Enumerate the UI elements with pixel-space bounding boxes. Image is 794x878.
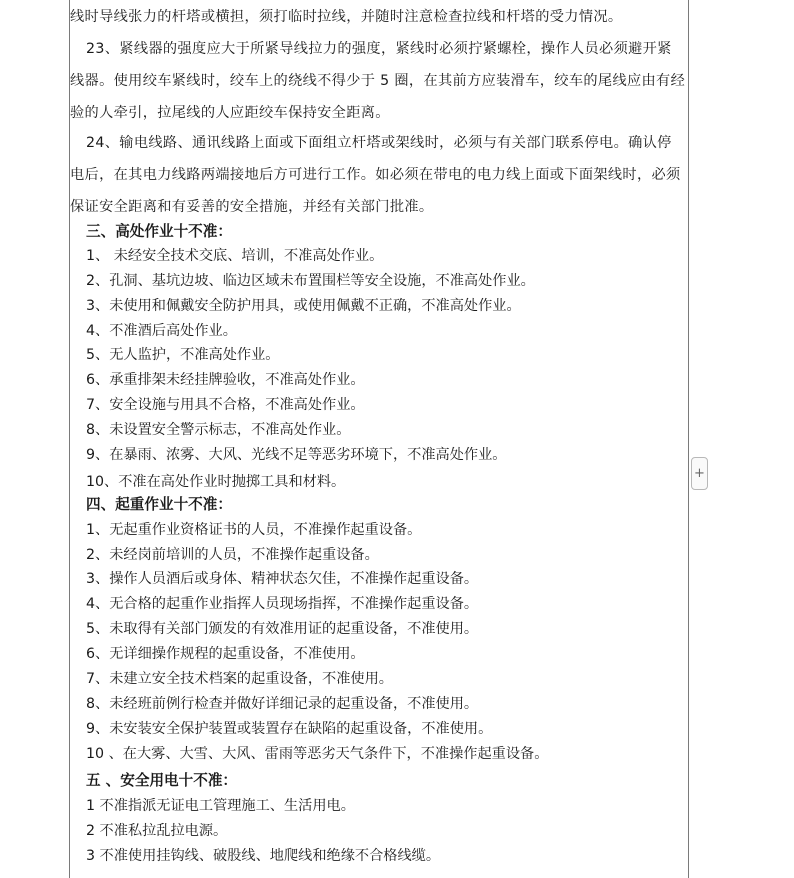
list-item: 10、不准在高处作业时抛掷工具和材料。	[86, 474, 346, 490]
list-item: 8、未经班前例行检查并做好详细记录的起重设备，不准使用。	[86, 696, 479, 712]
list-item: 9、未安装安全保护装置或装置存在缺陷的起重设备，不准使用。	[86, 721, 493, 737]
paragraph-continued: 线时导线张力的杆塔或横担，须打临时拉线，并随时注意检查拉线和杆塔的受力情况。	[70, 9, 623, 25]
list-item: 6、承重排架未经挂牌验收，不准高处作业。	[86, 372, 365, 388]
plus-icon: +	[694, 466, 705, 481]
add-row-button[interactable]	[691, 457, 708, 490]
list-item: 6、无详细操作规程的起重设备，不准使用。	[86, 646, 365, 662]
document-page	[69, 0, 689, 878]
list-item: 2、未经岗前培训的人员，不准操作起重设备。	[86, 547, 379, 563]
list-item: 5、未取得有关部门颁发的有效准用证的起重设备，不准使用。	[86, 621, 479, 637]
list-item: 4、不准酒后高处作业。	[86, 323, 237, 339]
section-heading-high-altitude: 三、高处作业十不准：	[86, 223, 232, 240]
list-item: 5、无人监护，不准高处作业。	[86, 347, 280, 363]
list-item: 3 不准使用挂钩线、破股线、地爬线和绝缘不合格线缆。	[86, 848, 441, 864]
list-item: 10 、在大雾、大雪、大风、雷雨等恶劣天气条件下，不准操作起重设备。	[86, 746, 549, 762]
list-item: 7、安全设施与用具不合格，不准高处作业。	[86, 397, 365, 413]
list-item: 8、未设置安全警示标志，不准高处作业。	[86, 422, 351, 438]
list-item: 2 不准私拉乱拉电源。	[86, 823, 228, 839]
list-item: 9、在暴雨、浓雾、大风、光线不足等恶劣环境下，不准高处作业。	[86, 447, 507, 463]
paragraph-24: 24、输电线路、通讯线路上面或下面组立杆塔或架线时，必须与有关部门联系停电。确认停电后，在其电力线路两端接地后方可进行工作。如必须在带电的电力线上面或下面架线时，必须保证安全距离和有妥善的安全措施，并经有关部门批准。	[70, 135, 681, 215]
list-item: 1 不准指派无证电工管理施工、生活用电。	[86, 798, 355, 814]
list-item: 3、未使用和佩戴安全防护用具，或使用佩戴不正确，不准高处作业。	[86, 298, 521, 314]
list-item: 7、未建立安全技术档案的起重设备，不准使用。	[86, 671, 393, 687]
section-heading-electricity: 五 、安全用电十不准：	[86, 772, 238, 789]
list-item: 1、 未经安全技术交底、培训，不准高处作业。	[86, 248, 384, 264]
paragraph-23: 23、紧线器的强度应大于所紧导线拉力的强度，紧线时必须拧紧螺栓，操作人员必须避开紧线器。使用绞车紧线时，绞车上的绕线不得少于 5 圈，在其前方应装滑车，绞车的尾线应由有经验的人牵引，拉尾线的人应距绞车保持安全距离。	[70, 41, 686, 121]
list-item: 2、孔洞、基坑边坡、临边区域未布置围栏等安全设施，不准高处作业。	[86, 273, 535, 289]
section-heading-lifting: 四、起重作业十不准：	[86, 496, 232, 513]
list-item: 3、操作人员酒后或身体、精神状态欠佳，不准操作起重设备。	[86, 571, 479, 587]
list-item: 4、无合格的起重作业指挥人员现场指挥，不准操作起重设备。	[86, 596, 479, 612]
list-item: 1、无起重作业资格证书的人员，不准操作起重设备。	[86, 522, 422, 538]
